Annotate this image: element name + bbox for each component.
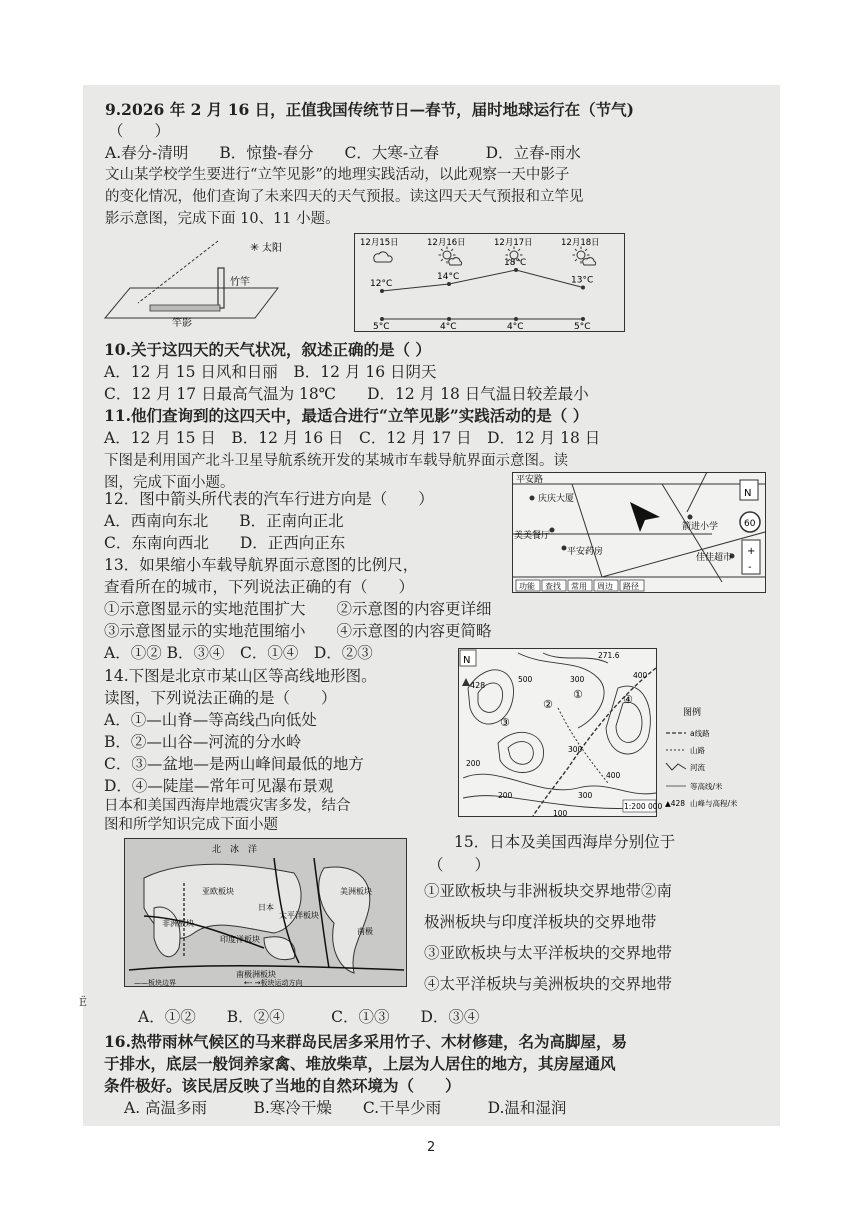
low-temp-point — [380, 317, 384, 321]
contour-mark: ② — [543, 698, 553, 711]
q14-stem-1: 14.下图是北京市某山区等高线地形图。 — [104, 667, 377, 685]
zoom-in-icon[interactable]: + — [747, 546, 756, 557]
contour-elevation-label: 400 — [633, 671, 648, 680]
contour-elevation-label: 100 — [553, 809, 568, 818]
contour-elevation-label: 400 — [606, 771, 621, 780]
plate-america-label: 美洲板块 — [340, 887, 372, 896]
low-temp-point — [581, 317, 585, 321]
q9-stem: 9.2026 年 2 月 16 日，正值我国传统节日—春节，届时地球运行在（节气) — [105, 100, 634, 119]
q9-options: A.春分-清明 B．惊蛰-春分 C．大寒-立春 D．立春-雨水 — [105, 144, 581, 162]
q14-option-a: A．①—山脊—等高线凸向低处 — [104, 711, 317, 729]
navigation-map — [512, 472, 767, 594]
low-temp-label: 5°C — [574, 322, 591, 332]
q10-options-ab: A．12 月 15 日风和日丽 B．12 月 16 日阴天 — [104, 363, 437, 381]
high-temp-line — [382, 270, 583, 291]
nav-supermarket-label: 佳佳超市 — [696, 553, 733, 563]
legend-peak-symbol: ▲428 — [665, 799, 686, 808]
intro-15-line2: 图和所学知识完成下面小题 — [104, 817, 278, 833]
nav-speed-label: 60 — [744, 519, 756, 529]
edge-mark: Ё — [79, 996, 88, 1009]
plate-nanji-label: 南极 — [357, 927, 373, 936]
legend-item: a线路 — [690, 729, 710, 738]
contour-mark: ③ — [500, 716, 510, 729]
q16-line2: 于排水，底层一般饲养家禽、堆放柴草，上层为人居住的地方，其房屋通风 — [104, 1054, 616, 1073]
low-temp-label: 4°C — [507, 322, 524, 332]
q9-blank: （ ） — [108, 122, 171, 140]
page-number: 2 — [427, 1140, 436, 1155]
q13-options-12: ①示意图显示的实地范围扩大 ②示意图的内容更详细 — [104, 600, 492, 618]
q14-option-c: C．③—盆地—是两山峰间最低的地方 — [104, 755, 364, 773]
low-temp-point — [447, 317, 451, 321]
q15-stem-2: （ ） — [428, 856, 491, 874]
legend-item: 山路 — [690, 746, 705, 755]
sun-cloud-icon — [439, 247, 462, 266]
q14-stem-2: 读图，下列说法正确的是（ ） — [104, 689, 337, 707]
contour-elevation-label: 500 — [518, 675, 533, 684]
high-temp-point — [380, 289, 384, 293]
plate-japan-label: 日本 — [258, 903, 274, 912]
plate-africa-label: 非洲板块 — [162, 919, 194, 928]
intro-15-line1: 日本和美国西海岸地震灾害多发，结合 — [104, 798, 351, 814]
q15-answers: A．①② B．②④ C．①③ D．③④ — [138, 1008, 480, 1026]
q14-option-d: D．④—陡崖—常年可见瀑布景观 — [104, 777, 334, 795]
high-temp-label: 18°C — [504, 258, 527, 268]
nav-button-label: 周边 — [597, 582, 613, 591]
intro-10-11-line3: 影示意图，完成下面 10、11 小题。 — [105, 211, 340, 227]
sun-label: 太阳 — [262, 243, 282, 254]
pole-label: 竹竿 — [230, 277, 250, 288]
contour-elevation-label: 271.6 — [598, 651, 620, 660]
q15-option-4: ④太平洋板块与美洲板块的交界地带 — [424, 975, 673, 993]
legend-item: 等高线/米 — [690, 782, 723, 791]
plate-indian-label: 印度洋板块 — [220, 935, 260, 944]
intro-10-11-line2: 的变化情况，他们查询了未来四天的天气预报。读这四天天气预报和立竿见 — [105, 189, 584, 205]
high-temp-label: 13°C — [571, 275, 594, 286]
q10-stem: 10.关于这四天的天气状况，叙述正确的是（ ） — [104, 340, 431, 359]
contour-map — [458, 648, 768, 818]
q15-stem-1: 15．日本及美国西海岸分别位于 — [454, 833, 676, 851]
forecast-date: 12月15日 — [360, 238, 399, 248]
intro-12-13-line1: 下图是利用国产北斗卫星导航系统开发的某城市车载导航界面示意图。读 — [104, 453, 568, 469]
nav-button-label: 常用 — [571, 582, 587, 591]
plate-legend-boundary: ——板块边界 — [134, 979, 176, 987]
q13-stem-2: 查看所在的城市，下列说法正确的有（ ） — [104, 578, 415, 596]
forecast-date: 12月16日 — [427, 238, 466, 248]
q16-line1: 16.热带雨林气候区的马来群岛民居多采用竹子、木材修建，名为高脚屋，易 — [104, 1032, 627, 1051]
q16-line3: 条件极好。该民居反映了当地的自然环境为（ ） — [104, 1076, 461, 1095]
q15-option-3: ③亚欧板块与太平洋板块的交界地带 — [424, 944, 673, 962]
contour-elevation-label: 200 — [466, 759, 481, 768]
plate-antarctic-label: 南极洲板块 — [236, 970, 276, 979]
low-temp-point — [514, 317, 518, 321]
weather-forecast — [354, 233, 626, 333]
intro-12-13-line2: 图，完成下面小题。 — [104, 475, 235, 491]
forecast-date: 12月18日 — [561, 238, 600, 248]
q14-option-b: B．②—山谷—河流的分水岭 — [104, 733, 302, 751]
contour-peak-label: 428 — [470, 681, 486, 690]
q10-options-cd: C．12 月 17 日最高气温为 18℃ D．12 月 18 日气温日较差最小 — [104, 385, 589, 403]
nav-button-label: 查找 — [545, 582, 561, 591]
nav-school-label: 箭进小学 — [682, 522, 719, 532]
nav-restaurant-label: 美美餐厅 — [514, 531, 551, 541]
plate-eurasia-label: 亚欧板块 — [202, 887, 234, 896]
sun-icon: ✳ — [250, 241, 260, 254]
high-temp-label: 12°C — [370, 279, 393, 289]
contour-north-label: N — [463, 655, 471, 666]
plate-pacific-label: 太平洋板块 — [279, 911, 319, 920]
nav-button-label: 路径 — [623, 582, 639, 591]
intro-10-11-line1: 文山某学校学生要进行“立竿见影”的地理实践活动，以此观察一天中影子 — [105, 167, 570, 183]
high-temp-point — [514, 268, 518, 272]
q16-options: A. 高温多雨 B.寒冷干燥 C.干旱少雨 D.温和湿润 — [124, 1099, 567, 1117]
forecast-date: 12月17日 — [494, 238, 533, 248]
low-temp-label: 5°C — [373, 322, 390, 332]
high-temp-point — [581, 286, 585, 290]
contour-elevation-label: 300 — [568, 745, 583, 754]
q15-option-2: 极洲板块与印度洋板块的交界地带 — [424, 913, 657, 931]
nav-pharmacy-label: 平安药房 — [567, 547, 604, 557]
zoom-out-icon[interactable]: - — [748, 562, 752, 573]
pole-shadow-figure — [100, 233, 290, 328]
q11-options: A．12 月 15 日 B．12 月 16 日 C．12 月 17 日 D．12 月 18 日 — [104, 429, 601, 447]
q11-stem: 11.他们查询到的这四天中，最适合进行“立竿见影”实践活动的是（ ） — [104, 406, 589, 425]
low-temp-label: 4°C — [440, 322, 457, 332]
q13-answers: A．①② B．③④ C．①④ D．②③ — [104, 644, 373, 662]
plate-map — [124, 838, 408, 988]
contour-mark: ④ — [623, 693, 633, 706]
contour-elevation-label: 300 — [570, 675, 585, 684]
q13-stem-1: 13．如果缩小车载导航界面示意图的比例尺， — [104, 556, 419, 574]
contour-scale: 1:200 000 — [624, 802, 663, 811]
legend-title: 图例 — [683, 708, 702, 718]
nav-north-label: N — [744, 488, 752, 499]
sun-cloud-icon — [573, 247, 596, 266]
q13-options-34: ③示意图显示的实地范围缩小 ④示意图的内容更简略 — [104, 622, 492, 640]
nav-road-label: 平安路 — [516, 475, 544, 485]
contour-elevation-label: 200 — [498, 791, 513, 800]
high-temp-point — [447, 282, 451, 286]
plate-arctic-label: 北 冰 洋 — [212, 845, 258, 855]
nav-building-label: 庆庆大厦 — [538, 494, 575, 504]
q12-options-cd: C．东南向西北 D．正西向正东 — [104, 534, 346, 552]
high-temp-label: 14°C — [437, 272, 460, 282]
legend-item: 河流 — [690, 763, 705, 772]
cloud-icon — [374, 252, 392, 262]
q12-stem: 12．图中箭头所代表的汽车行进方向是（ ） — [104, 490, 434, 508]
contour-mark: ① — [573, 688, 583, 701]
q15-option-1: ①亚欧板块与非洲板块交界地带②南 — [424, 882, 673, 900]
shadow-label: 竿影 — [172, 318, 192, 328]
plate-legend-motion: ←- →板块运动方向 — [244, 979, 303, 987]
contour-elevation-label: 300 — [578, 791, 593, 800]
q12-options-ab: A．西南向东北 B．正南向正北 — [104, 512, 344, 530]
nav-button-label: 功能 — [519, 582, 535, 591]
legend-item: 山峰与高程/米 — [690, 799, 738, 808]
